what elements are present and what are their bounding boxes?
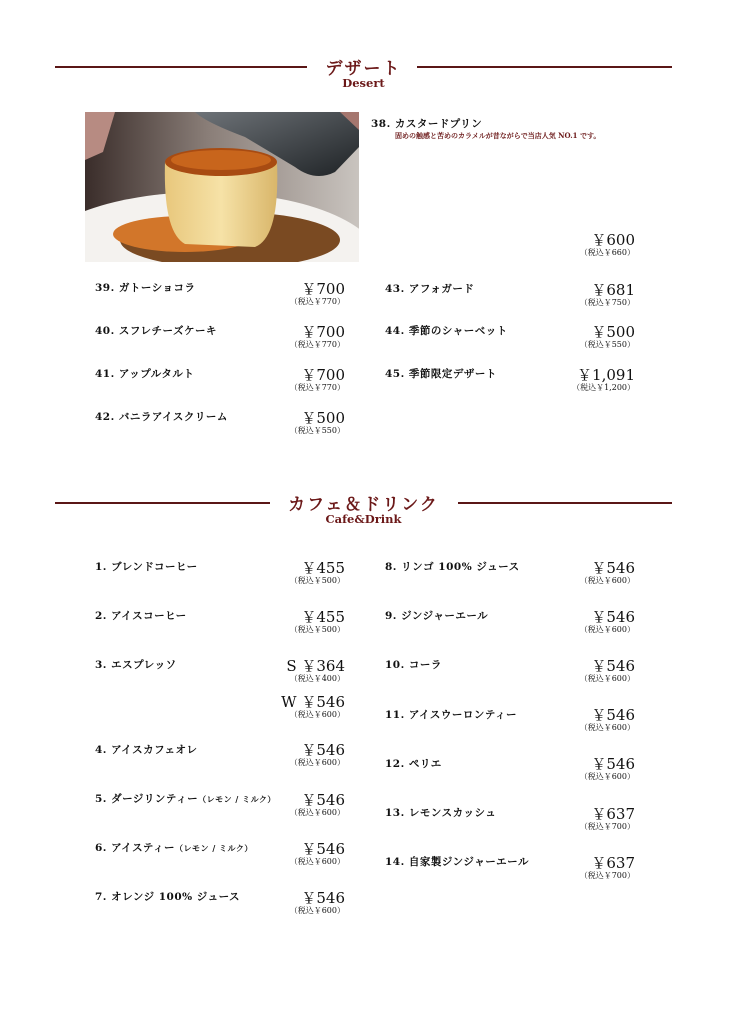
price: ￥546 xyxy=(301,840,345,858)
price-with-tax: （税込￥1,200） xyxy=(572,383,635,392)
featured-item-description: 固めの触感と苦めのカラメルが昔ながらで当店人気 NO.1 です。 xyxy=(395,131,601,140)
price: ￥700 xyxy=(301,323,345,341)
price-with-tax: （税込￥600） xyxy=(289,808,345,817)
price: W ￥546 xyxy=(281,693,345,711)
drinks-header xyxy=(55,488,672,528)
item-price xyxy=(290,609,345,635)
price-with-tax: （税込￥700） xyxy=(579,871,635,880)
price-with-tax: （税込￥770） xyxy=(289,340,345,349)
item-name: 1. ブレンドコーヒー xyxy=(95,561,198,573)
price-with-tax: （税込￥600） xyxy=(289,906,345,915)
item-name: 45. 季節限定デザート xyxy=(385,368,497,380)
item-price xyxy=(290,792,345,818)
price: ￥455 xyxy=(301,608,345,626)
price-with-tax: （税込￥750） xyxy=(579,298,635,307)
price-with-tax: （税込￥550） xyxy=(289,426,345,435)
item-name-text: 5. ダージリンティー xyxy=(95,793,199,805)
price-with-tax: （税込￥500） xyxy=(289,576,345,585)
item-price xyxy=(290,410,345,436)
price-with-tax: （税込￥600） xyxy=(579,674,635,683)
price: ￥546 xyxy=(591,706,635,724)
item-price xyxy=(290,281,345,307)
item-name: 11. アイスウーロンティー xyxy=(385,709,518,721)
item-name: 7. オレンジ 100% ジュース xyxy=(95,891,241,903)
featured-item-name: 38. カスタードプリン xyxy=(371,118,483,130)
price-with-tax: （税込￥770） xyxy=(289,383,345,392)
item-name-text: 6. アイスティー xyxy=(95,842,176,854)
price: ￥500 xyxy=(591,323,635,341)
price: S ￥364 xyxy=(286,657,345,675)
price-with-tax: （税込￥600） xyxy=(289,758,345,767)
price-with-tax: （税込￥600） xyxy=(289,857,345,866)
item-price xyxy=(580,609,635,635)
price-with-tax: （税込￥660） xyxy=(579,248,635,257)
price-with-tax: （税込￥600） xyxy=(579,723,635,732)
item-price xyxy=(580,324,635,350)
item-name: 41. アップルタルト xyxy=(95,368,195,380)
price-with-tax: （税込￥550） xyxy=(579,340,635,349)
item-price xyxy=(580,560,635,586)
price-with-tax: （税込￥770） xyxy=(289,297,345,306)
item-name: 42. バニラアイスクリーム xyxy=(95,411,228,423)
item-price xyxy=(580,707,635,733)
price-with-tax: （税込￥400） xyxy=(289,674,345,683)
item-name: 13. レモンスカッシュ xyxy=(385,807,497,819)
item-name: 43. アフォガード xyxy=(385,283,475,295)
item-name: 40. スフレチーズケーキ xyxy=(95,325,217,337)
section-subtitle: Desert xyxy=(342,76,385,90)
featured-item-price xyxy=(580,232,635,258)
price-with-tax: （税込￥700） xyxy=(579,822,635,831)
item-price xyxy=(290,841,345,867)
price: ￥455 xyxy=(301,559,345,577)
price-with-tax: （税込￥600） xyxy=(579,772,635,781)
price-with-tax: （税込￥600） xyxy=(579,576,635,585)
item-name: 2. アイスコーヒー xyxy=(95,610,187,622)
price: ￥700 xyxy=(301,280,345,298)
price: ￥546 xyxy=(301,791,345,809)
item-price xyxy=(580,756,635,782)
price-with-tax: （税込￥600） xyxy=(579,625,635,634)
item-name: 8. リンゴ 100% ジュース xyxy=(385,561,520,573)
price: ￥637 xyxy=(591,805,635,823)
item-price xyxy=(580,282,635,308)
price-with-tax: （税込￥500） xyxy=(289,625,345,634)
item-price xyxy=(290,560,345,586)
price-with-tax: （税込￥600） xyxy=(289,710,345,719)
item-price xyxy=(281,694,345,720)
price: ￥546 xyxy=(591,755,635,773)
section-subtitle: Cafe&Drink xyxy=(325,512,402,526)
item-name: 9. ジンジャーエール xyxy=(385,610,489,622)
price: ￥546 xyxy=(591,559,635,577)
section-title: デザート xyxy=(325,59,402,79)
item-price xyxy=(290,324,345,350)
item-price xyxy=(572,367,635,393)
price: ￥637 xyxy=(591,854,635,872)
item-name: 3. エスプレッソ xyxy=(95,659,177,671)
price: ￥600 xyxy=(591,231,635,249)
item-note: （レモン / ミルク） xyxy=(175,843,253,853)
item-price xyxy=(290,367,345,393)
item-price xyxy=(290,742,345,768)
item-name xyxy=(95,840,253,855)
item-name xyxy=(95,791,276,806)
price: ￥1,091 xyxy=(577,366,635,384)
dessert-header xyxy=(55,52,672,92)
price: ￥546 xyxy=(591,608,635,626)
item-name: 44. 季節のシャーベット xyxy=(385,325,508,337)
price: ￥681 xyxy=(591,281,635,299)
price: ￥500 xyxy=(301,409,345,427)
price: ￥700 xyxy=(301,366,345,384)
price: ￥546 xyxy=(301,889,345,907)
item-price xyxy=(580,658,635,684)
item-price xyxy=(290,890,345,916)
item-price xyxy=(286,658,345,684)
price: ￥546 xyxy=(591,657,635,675)
pudding-photo xyxy=(85,112,359,262)
section-title: カフェ＆ドリンク xyxy=(288,495,439,515)
item-name: 4. アイスカフェオレ xyxy=(95,744,198,756)
item-name: 14. 自家製ジンジャーエール xyxy=(385,856,529,868)
price: ￥546 xyxy=(301,741,345,759)
item-price xyxy=(580,855,635,881)
item-note: （レモン / ミルク） xyxy=(198,794,276,804)
item-name: 10. コーラ xyxy=(385,659,442,671)
item-name: 12. ペリエ xyxy=(385,758,442,770)
item-name: 39. ガトーショコラ xyxy=(95,282,196,294)
item-price xyxy=(580,806,635,832)
